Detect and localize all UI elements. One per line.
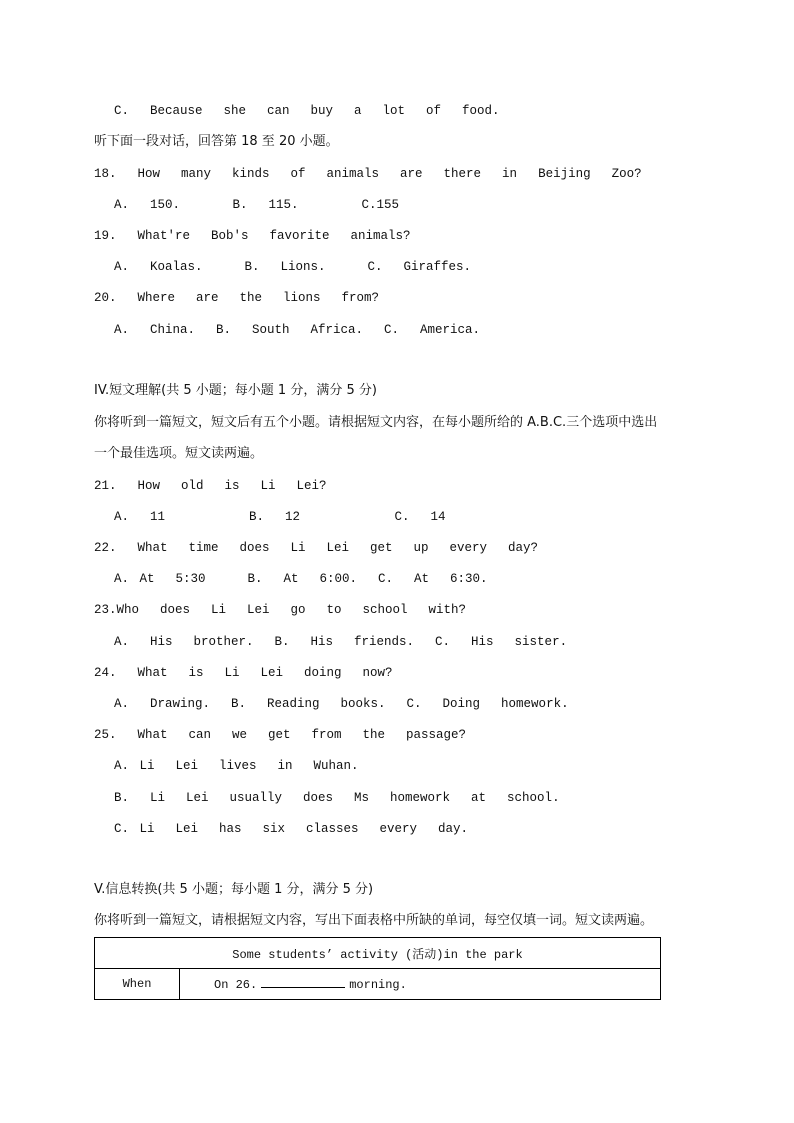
question-19: 19. What're Bob's favorite animals? bbox=[94, 229, 411, 243]
row-value bbox=[180, 969, 661, 1000]
options-18: A. 150. B. 115. C.155 bbox=[114, 198, 400, 212]
question-18: 18. How many kinds of animals are there in Beijing Zoo? bbox=[94, 167, 642, 181]
section-v-instruction: 你将听到一篇短文，请根据短文内容，写出下面表格中所缺的单词，每空仅填一词。短文读两遍。 bbox=[94, 913, 654, 928]
options-23: A. His brother. B. His friends. C. His sister. bbox=[114, 635, 568, 649]
row-suffix: morning. bbox=[349, 978, 407, 992]
option-25b: B. Li Lei usually does Ms homework at school. bbox=[114, 791, 560, 805]
table-title: Some students’ activity (活动)in the park bbox=[95, 938, 661, 969]
option-25c: C. Li Lei has six classes every day. bbox=[114, 822, 469, 836]
row-prefix: On 26. bbox=[214, 978, 258, 992]
question-24: 24. What is Li Lei doing now? bbox=[94, 666, 393, 680]
blank-26[interactable] bbox=[261, 976, 345, 988]
options-24: A. Drawing. B. Reading books. C. Doing homework. bbox=[114, 697, 569, 711]
options-20: A. China. B. South Africa. C. America. bbox=[114, 323, 481, 337]
question-22: 22. What time does Li Lei get up every day? bbox=[94, 541, 539, 555]
section-iv-instruction: 你将听到一篇短文，短文后有五个小题。请根据短文内容，在每小题所给的 A.B.C.三个选项中选出 bbox=[94, 415, 658, 430]
table-row bbox=[95, 969, 661, 1000]
question-25: 25. What can we get from the passage? bbox=[94, 728, 467, 742]
section-v-heading: V.信息转换(共 5 小题；每小题 1 分，满分 5 分) bbox=[94, 882, 374, 897]
options-22: A. At 5:30 B. At 6:00. C. At 6:30. bbox=[114, 572, 488, 586]
question-21: 21. How old is Li Lei? bbox=[94, 479, 327, 493]
info-table bbox=[94, 937, 661, 1000]
option-25a: A. Li Lei lives in Wuhan. bbox=[114, 759, 359, 773]
section-iv-instruction-cont: 一个最佳选项。短文读两遍。 bbox=[94, 446, 264, 461]
question-23: 23.Who does Li Lei go to school with? bbox=[94, 603, 467, 617]
question-20: 20. Where are the lions from? bbox=[94, 291, 380, 305]
options-21: A. 11 B. 12 C. 14 bbox=[114, 510, 446, 524]
row-label: When bbox=[95, 969, 180, 1000]
options-19: A. Koalas. B. Lions. C. Giraffes. bbox=[114, 260, 472, 274]
option-line: C. Because she can buy a lot of food. bbox=[114, 104, 500, 118]
section-instruction: 听下面一段对话，回答第 18 至 20 小题。 bbox=[94, 134, 339, 149]
section-iv-heading: IV.短文理解(共 5 小题；每小题 1 分，满分 5 分) bbox=[94, 383, 377, 398]
